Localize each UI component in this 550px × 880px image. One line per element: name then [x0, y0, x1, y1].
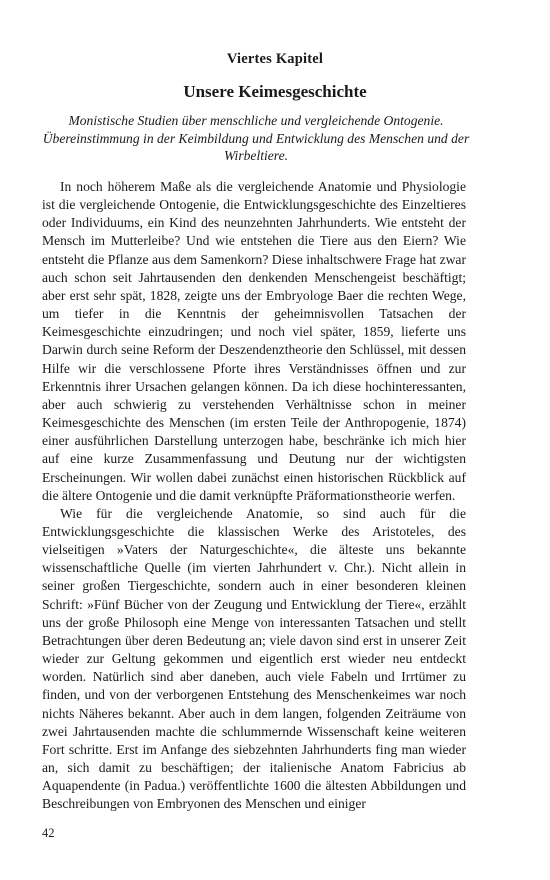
paragraph-2: Wie für die vergleichende Anatomie, so sind auch für die Entwicklungsgeschichte die klassischen Werke des Aristoteles, des vielseitigen »Vaters der Naturgeschichte«, die älteste uns bekannte wissenschaftliche Quelle (im vierten Jahrhundert v. Chr.). Nicht allein in seiner großen Tiergeschichte, sondern auch in einer besonderen kleinen Schrift: »Fünf Bücher von der Zeugung und Entwicklung der Tiere«, erzählt uns der große Philosoph eine Menge von interessanten Tatsachen und stellt Betrachtungen über deren Bedeutung an; viele davon sind erst in unserer Zeit wieder zur Geltung gekommen und eigentlich erst wieder neu entdeckt worden. Natürlich sind aber daneben, auch viele Fabeln und Irrtümer zu finden, und von der verborgenen Entstehung des Menschenkeimes war noch nichts Näheres bekannt. Aber auch in dem langen, folgenden Zeiträume von zwei Jahrtausenden machte die schlummernde Wissenschaft keine weiteren Fort schritte. Erst im Anfange des siebzehnten Jahrhunderts fing man wieder an, sich damit zu beschäftigen; der italienische Anatom Fabricius ab Aquapendente (in Padua.) veröffentlichte 1600 die ältesten Abbildungen und Beschreibungen von Embryonen des Menschen und einiger: [42, 505, 466, 812]
chapter-subtitle: Monistische Studien über menschliche und vergleichende Ontogenie. Übereinstimmung in der Keimbildung und Entwicklung des Menschen und der Wirbeltiere.: [42, 113, 470, 163]
paragraph-1: In noch höherem Maße als die vergleichende Anatomie und Physiologie ist die vergleichende Ontogenie, die Entwicklungsgeschichte des Einzeltieres oder Individuums, ein Kind des neunzehnten Jahrhunderts. Wie entsteht der Mensch im Mutterleibe? Und wie entstehen die Tiere aus den Eiern? Wie entsteht die Pflanze aus dem Samenkorn? Diese inhaltschwere Frage hat zwar auch schon seit Jahrtausenden den denkenden Menschengeist beschäftigt; aber erst sehr spät, 1828, zeigte uns der Embryologe Baer die rechten Wege, um tiefer in die Kenntnis der geheimnisvollen Tatsachen der Keimesgeschichte einzudringen; und noch viel später, 1859, lieferte uns Darwin durch seine Reform der Deszendenztheorie den Schlüssel, mit dessen Hilfe wir die verschlossene Pforte ihres Verständnisses öffnen und zur Erkenntnis ihrer Ursachen gelangen können. Da ich diese hochinteressanten, aber auch schwierig zu verstehenden Verhältnisse schon in meiner Keimesgeschichte des Menschen (im ersten Teile der Anthropogenie, 1874) einer ausführlichen Darstellung unterzogen habe, beschränke ich mich hier auf eine kurze Zusammenfassung und Deutung nur der wichtigsten Erscheinungen. Wir wollen dabei zunächst einen historischen Rückblick auf die ältere Ontogenie und die damit verknüpfte Präformationstheorie werfen.: [42, 179, 466, 503]
body-text: [42, 178, 466, 813]
chapter-label: Viertes Kapitel: [226, 51, 324, 67]
chapter-title: Unsere Keimesgeschichte: [183, 82, 367, 101]
page-number: 42: [42, 826, 55, 840]
